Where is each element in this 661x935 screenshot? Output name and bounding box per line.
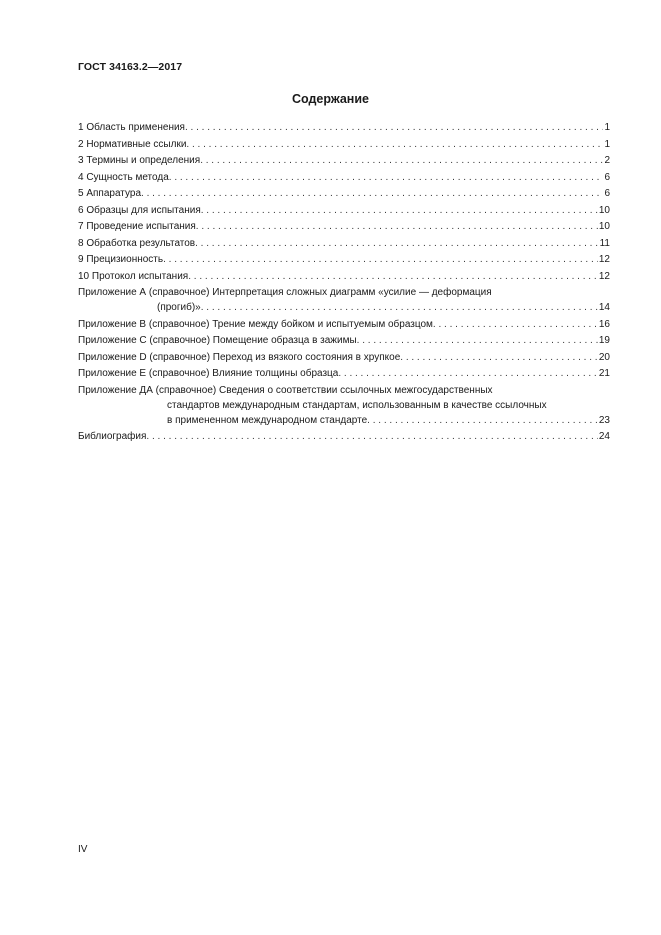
leader-dots bbox=[195, 236, 598, 251]
toc-entry-label-continued: стандартов международным стандартам, использованным в качестве ссылочных bbox=[167, 399, 547, 411]
toc-entry-appendix-c[interactable] bbox=[78, 333, 610, 348]
toc-title: Содержание bbox=[291, 92, 369, 106]
toc-entry-apparatus[interactable] bbox=[78, 186, 610, 201]
toc-entry-label: 6 Образцы для испытания bbox=[78, 204, 201, 216]
toc-entry-label: Библиография bbox=[78, 431, 147, 442]
leader-dots bbox=[201, 203, 598, 218]
leader-dots bbox=[163, 252, 598, 267]
toc-entry-label: 8 Обработка результатов bbox=[78, 237, 196, 249]
toc-entry-label: 10 Протокол испытания bbox=[78, 270, 189, 282]
toc-entry-page: 24 bbox=[598, 431, 610, 442]
toc-entry-page: 11 bbox=[599, 237, 610, 249]
toc-entry-specimens[interactable] bbox=[78, 203, 610, 218]
toc-entry-appendix-da[interactable] bbox=[78, 383, 610, 428]
document-code: ГОСТ 34163.2—2017 bbox=[78, 61, 183, 73]
toc-entry-label: Приложение В (справочное) Трение между бойком и испытуемым образцом bbox=[78, 318, 433, 330]
toc-entry-label: 4 Сущность метода bbox=[78, 171, 169, 183]
toc-entry-terms[interactable] bbox=[78, 153, 610, 168]
toc-entry-label: 5 Аппаратура bbox=[78, 188, 142, 199]
toc-entry-label: Приложение Е (справочное) Влияние толщины образца bbox=[78, 368, 339, 379]
leader-dots bbox=[400, 350, 598, 365]
toc-entry-page: 21 bbox=[598, 368, 610, 379]
toc-entry-label-continued: в примененном международном стандарте bbox=[167, 414, 368, 426]
toc-entry-method[interactable] bbox=[78, 170, 610, 185]
toc-entry-page: 1 bbox=[604, 138, 610, 150]
toc-entry-page: 6 bbox=[604, 171, 610, 183]
toc-entry-page: 10 bbox=[598, 221, 610, 232]
toc-entry-procedure[interactable] bbox=[78, 219, 610, 234]
leader-dots bbox=[141, 186, 603, 201]
toc-entry-page: 12 bbox=[598, 270, 610, 282]
leader-dots bbox=[433, 317, 598, 332]
toc-entry-label-continued: (прогиб)» bbox=[157, 302, 201, 313]
toc-entry-label: Приложение D (справочное) Переход из вязкого состояния в хрупкое bbox=[78, 351, 401, 363]
leader-dots bbox=[338, 366, 598, 381]
leader-dots bbox=[367, 413, 598, 428]
leader-dots bbox=[146, 429, 597, 444]
toc-entry-label: 2 Нормативные ссылки bbox=[78, 138, 187, 150]
toc-entry-appendix-d[interactable] bbox=[78, 350, 610, 365]
toc-entry-precision[interactable] bbox=[78, 252, 610, 267]
toc-entry-page: 6 bbox=[604, 188, 610, 199]
toc-entry-bibliography[interactable] bbox=[78, 429, 610, 444]
toc-entry-label: Приложение А (справочное) Интерпретация сложных диаграмм «усилие — деформация bbox=[78, 287, 492, 298]
leader-dots bbox=[169, 170, 604, 185]
leader-dots bbox=[196, 219, 598, 234]
toc-entry-scope[interactable] bbox=[78, 120, 610, 135]
toc-entry-page: 14 bbox=[598, 302, 610, 313]
toc-entry-page: 10 bbox=[598, 204, 610, 216]
leader-dots bbox=[188, 269, 598, 284]
page-number: IV bbox=[78, 844, 88, 855]
toc-entry-page: 20 bbox=[598, 351, 610, 363]
toc-entry-results[interactable] bbox=[78, 236, 610, 251]
leader-dots bbox=[185, 120, 603, 135]
leader-dots bbox=[200, 153, 603, 168]
toc-entry-report[interactable] bbox=[78, 269, 610, 284]
toc-entry-page: 1 bbox=[604, 122, 610, 133]
leader-dots bbox=[357, 333, 598, 348]
table-of-contents bbox=[78, 120, 610, 446]
toc-entry-page: 19 bbox=[598, 335, 610, 346]
leader-dots bbox=[186, 137, 603, 152]
leader-dots bbox=[201, 300, 598, 315]
toc-entry-label: 3 Термины и определения bbox=[78, 155, 201, 166]
toc-entry-label: Приложение ДА (справочное) Сведения о соответствии ссылочных межгосударственных bbox=[78, 384, 493, 396]
toc-entry-appendix-e[interactable] bbox=[78, 366, 610, 381]
toc-entry-page: 12 bbox=[598, 254, 610, 265]
toc-entry-page: 23 bbox=[598, 414, 610, 426]
toc-entry-label: 7 Проведение испытания bbox=[78, 221, 196, 232]
toc-entry-label: Приложение С (справочное) Помещение образца в зажимы bbox=[78, 335, 357, 346]
toc-entry-appendix-a[interactable] bbox=[78, 285, 610, 315]
toc-entry-normative-references[interactable] bbox=[78, 137, 610, 152]
toc-entry-page: 2 bbox=[604, 155, 610, 166]
toc-entry-label: 1 Область применения bbox=[78, 122, 185, 133]
toc-entry-label: 9 Прецизионность bbox=[78, 254, 164, 265]
toc-entry-page: 16 bbox=[598, 318, 610, 330]
toc-entry-appendix-b[interactable] bbox=[78, 317, 610, 332]
